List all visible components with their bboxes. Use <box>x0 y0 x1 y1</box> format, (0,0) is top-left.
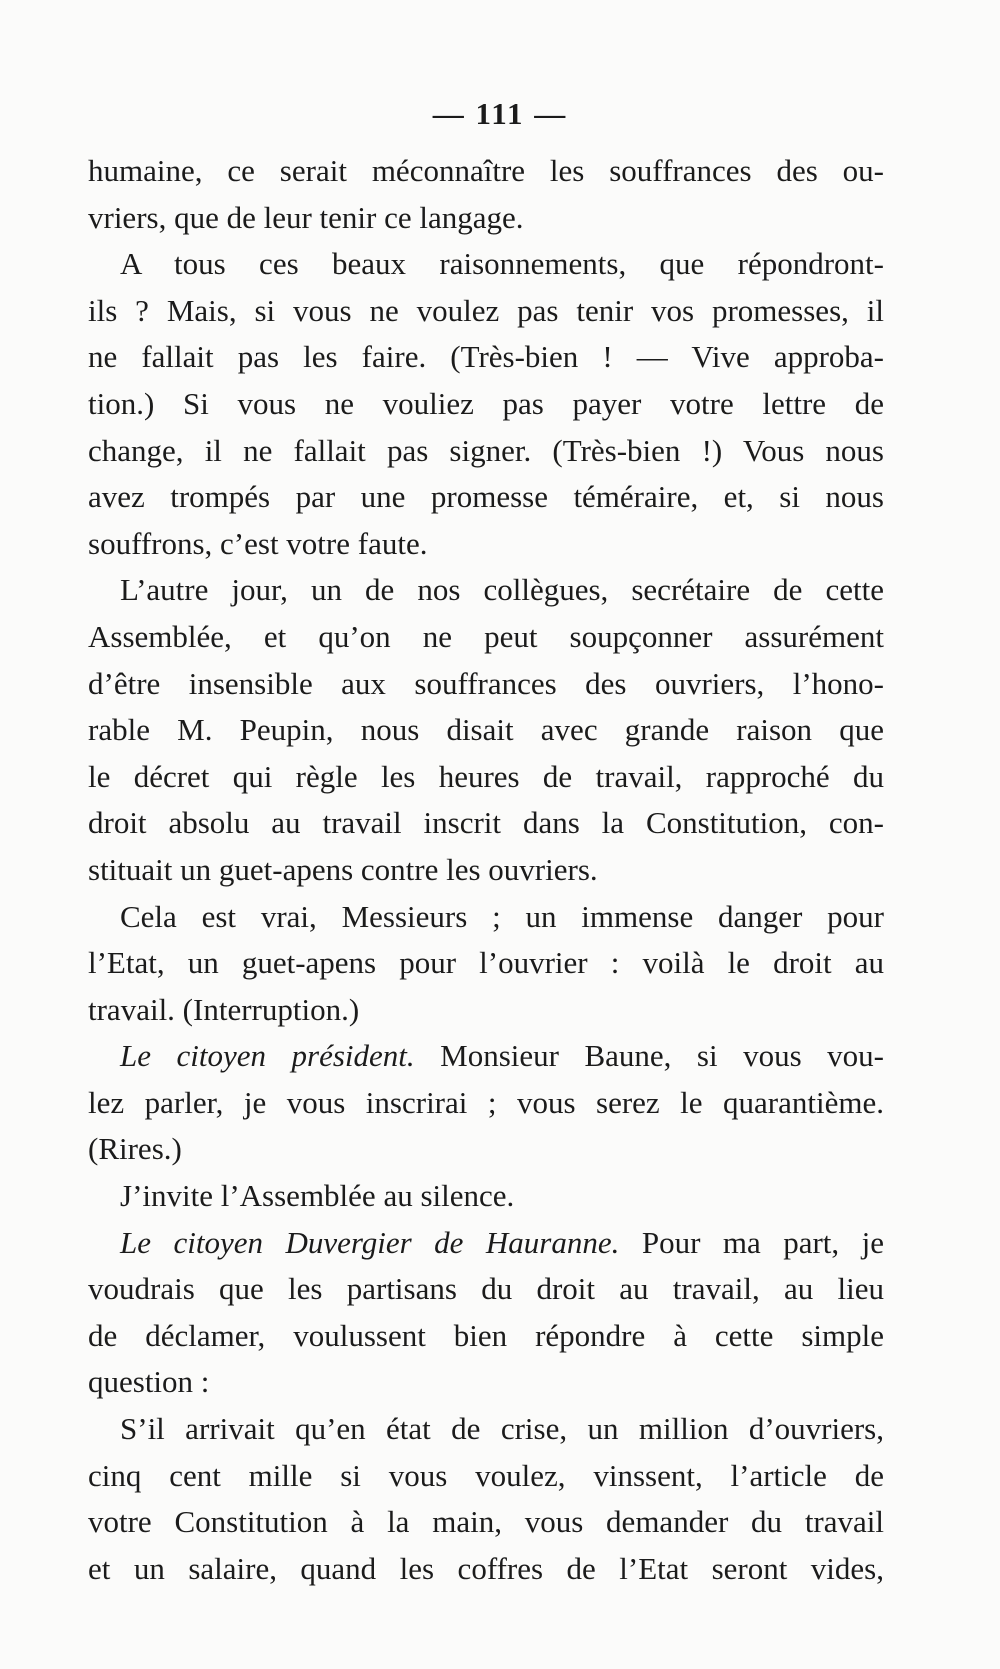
line-text: rable M. Peupin, nous disait avec grande raison que <box>88 712 884 748</box>
line-text: (Rires.) <box>88 1131 182 1167</box>
text-line <box>88 707 884 754</box>
line-text: voudrais que les partisans du droit au travail, au lieu <box>88 1271 884 1307</box>
text-line <box>88 381 884 428</box>
text-line <box>88 195 884 242</box>
text-line <box>88 987 884 1034</box>
text-line <box>88 1313 884 1360</box>
line-text: L’autre jour, un de nos collègues, secrétaire de cette <box>120 572 884 608</box>
line-text: souffrons, c’est votre faute. <box>88 525 428 561</box>
text-line <box>88 754 884 801</box>
speaker-name: Le citoyen Duvergier de Hauranne. <box>120 1224 620 1260</box>
line-text: ils ? Mais, si vous ne voulez pas tenir vos promesses, il <box>88 292 884 328</box>
text-line <box>88 148 884 195</box>
line-text: tion.) Si vous ne vouliez pas payer votre lettre de <box>88 385 884 421</box>
body-text <box>88 148 884 1592</box>
line-text: S’il arrivait qu’en état de crise, un million d’ouvriers, <box>120 1411 884 1447</box>
text-line <box>88 428 884 475</box>
line-text: avez trompés par une promesse téméraire, et, si nous <box>88 479 884 515</box>
text-line <box>88 288 884 335</box>
line-text: Assemblée, et qu’on ne peut soupçonner assurément <box>88 618 884 654</box>
text-line <box>88 1359 884 1406</box>
line-text: Pour ma part, je <box>619 1224 884 1260</box>
text-line <box>88 1220 884 1267</box>
text-line <box>88 1080 884 1127</box>
line-text: lez parler, je vous inscrirai ; vous serez le quarantième. <box>88 1084 884 1120</box>
text-line <box>88 334 884 381</box>
text-line <box>88 661 884 708</box>
line-text: Monsieur Baune, si vous vou- <box>414 1038 884 1074</box>
line-text: A tous ces beaux raisonnements, que répondront- <box>120 246 884 282</box>
text-line <box>88 1126 884 1173</box>
line-text: le décret qui règle les heures de travail, rapproché du <box>88 758 884 794</box>
line-text: stituait un guet-apens contre les ouvriers. <box>88 851 598 887</box>
text-line <box>88 894 884 941</box>
text-line <box>88 1173 884 1220</box>
text-line <box>88 567 884 614</box>
text-line <box>88 1453 884 1500</box>
text-line <box>88 847 884 894</box>
text-line <box>88 1266 884 1313</box>
text-line <box>88 1499 884 1546</box>
page-number: — 111 — <box>432 96 568 131</box>
text-line <box>88 1033 884 1080</box>
line-text: d’être insensible aux souffrances des ouvriers, l’hono- <box>88 665 884 701</box>
text-line <box>88 474 884 521</box>
line-text: Cela est vrai, Messieurs ; un immense danger pour <box>120 898 884 934</box>
line-text: votre Constitution à la main, vous demander du travail <box>88 1504 884 1540</box>
line-text: change, il ne fallait pas signer. (Très-bien !) Vous nous <box>88 432 884 468</box>
line-text: J’invite l’Assemblée au silence. <box>120 1178 515 1214</box>
line-text: droit absolu au travail inscrit dans la Constitution, con- <box>88 805 884 841</box>
text-line <box>88 940 884 987</box>
text-line <box>88 800 884 847</box>
line-text: et un salaire, quand les coffres de l’Etat seront vides, <box>88 1550 884 1586</box>
text-line <box>88 614 884 661</box>
line-text: vriers, que de leur tenir ce langage. <box>88 199 524 235</box>
line-text: travail. (Interruption.) <box>88 991 360 1027</box>
line-text: question : <box>88 1364 210 1400</box>
speaker-name: Le citoyen président. <box>120 1038 415 1074</box>
line-text: ne fallait pas les faire. (Très-bien ! — Vive approba- <box>88 339 884 375</box>
line-text: cinq cent mille si vous voulez, vinssent, l’article de <box>88 1457 884 1493</box>
text-line <box>88 241 884 288</box>
line-text: l’Etat, un guet-apens pour l’ouvrier : voilà le droit au <box>88 945 884 981</box>
text-line <box>88 1546 884 1593</box>
line-text: de déclamer, voulussent bien répondre à cette simple <box>88 1317 884 1353</box>
line-text: humaine, ce serait méconnaître les souffrances des ou- <box>88 153 884 188</box>
text-line <box>88 521 884 568</box>
text-line <box>88 1406 884 1453</box>
